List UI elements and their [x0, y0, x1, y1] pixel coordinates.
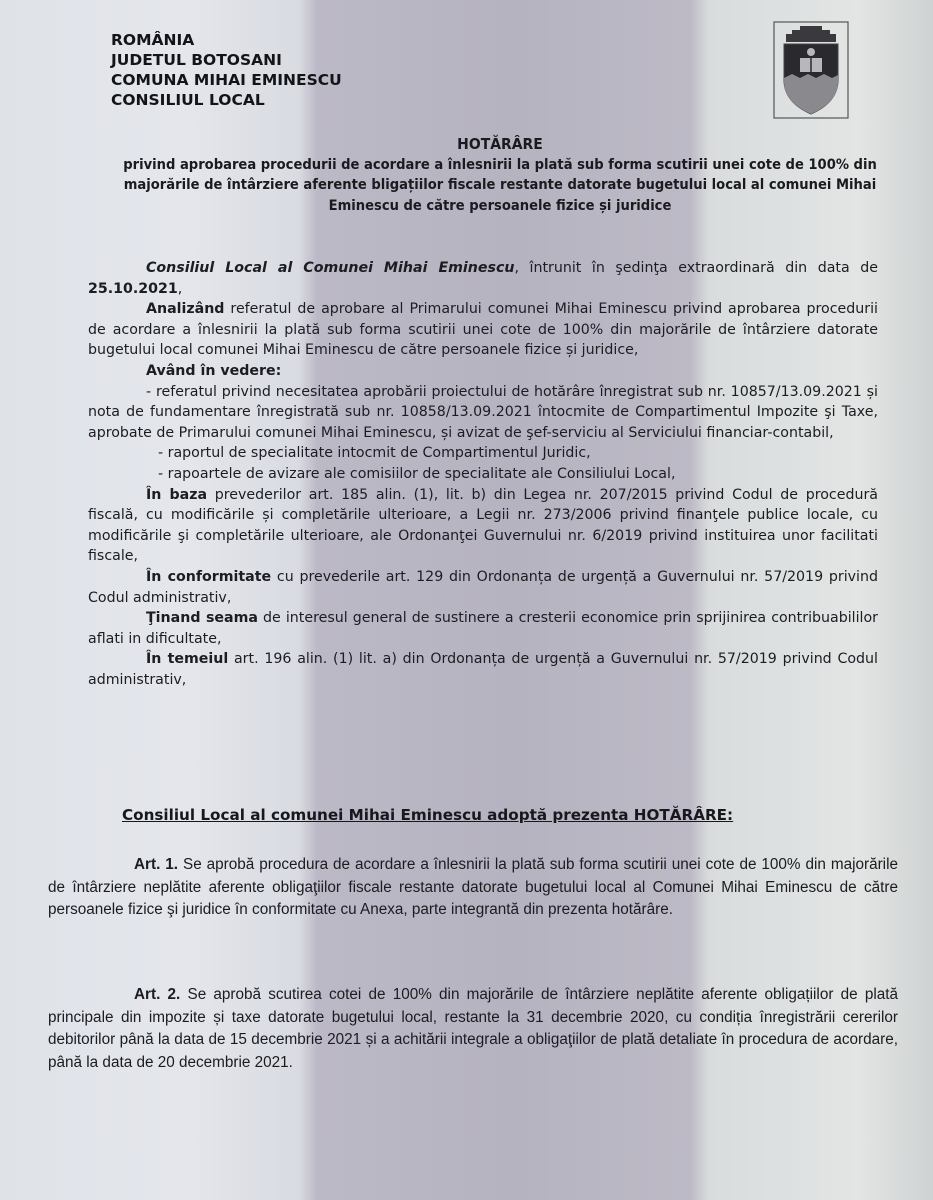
header-line-county: JUDETUL BOTOSANI: [111, 51, 282, 69]
conformity-text: cu prevederile art. 129 din Ordonanța de urgență a Guvernului nr. 57/2019 privind Codul administrativ,: [88, 568, 878, 606]
punct: ,: [177, 280, 183, 297]
keyword-tinand-seama: Ţinand seama: [146, 610, 258, 627]
article-text: Se aprobă procedura de acordare a înlesnirii la plată sub forma scutirii unei cote de 100% din majorările de întârziere neplătite aferente obligaţiilor fiscale restante datorate bugetului local al Comunei Mihai Eminescu de către persoanele fizice şi juridice în conformitate cu Anexa, parte integrantă din prezenta hotărâre.: [48, 856, 898, 918]
coat-of-arms-icon: [772, 20, 850, 130]
preamble-grounds: [88, 649, 878, 690]
adoption-statement: Consiliul Local al comunei Mihai Eminescu adoptă prezenta HOTĂRÂRE:: [122, 806, 734, 824]
preamble-session: [88, 258, 878, 299]
preamble-analyzing: [88, 299, 878, 361]
legal-basis-text: prevederilor art. 185 alin. (1), lit. b) din Legea nr. 207/2015 privind Codul de procedură fiscală, cu modificările și completările ulterioare, a Legii nr. 273/2006 privind finanţele publice locale, cu modificările şi completările ulterioare, ale Ordonanţei Guvernului nr. 6/2019 privind instituirea unor facilitati fiscale,: [88, 486, 878, 565]
keyword-in-baza: În baza: [146, 486, 208, 503]
issuer-header: [111, 30, 342, 110]
grounds-text: art. 196 alin. (1) lit. a) din Ordonanța de urgență a Guvernului nr. 57/2019 privind Codul administrativ,: [88, 651, 878, 688]
preamble-considering-heading: Având în vedere:: [146, 362, 282, 379]
header-line-council: CONSILIUL LOCAL: [111, 91, 265, 109]
keyword-in-temeiul: În temeiul: [146, 651, 229, 668]
preamble-bullet-3: - rapoartele de avizare ale comisiilor de specialitate ale Consiliului Local,: [158, 465, 676, 482]
document-title: [110, 134, 890, 216]
session-date: 25.10.2021: [88, 280, 178, 297]
article-text: Se aprobă scutirea cotei de 100% din majorările de întârziere neplătite aferente obligațiilor de plată principale din impozite și taxe datorate bugetului local, restante la 31 decembrie 2020, cu condiția înregistrării cererilor debitorilor până la data de 15 decembrie 2021 și a achitării integrale a obligaţiilor de plată detaliate în procedura de acordare, până la data de 20 decembrie 2021.: [48, 986, 898, 1071]
article-label: Art. 2.: [134, 986, 181, 1003]
title-heading: HOTĂRÂRE: [457, 135, 543, 153]
header-line-country: ROMÂNIA: [111, 31, 195, 49]
interest-text: de interesul general de sustinere a cresterii economice prin sprijinirea contribuabililor aflati in dificultate,: [88, 610, 878, 647]
title-subtitle: privind aprobarea procedurii de acordare a înlesnirii la plată sub forma scutirii unei cote de 100% din majorările de întârziere aferente bligațiilor fiscale restante datorate bugetului local al comunei Mihai Eminescu de către persoanele fizice și juridice: [123, 155, 877, 214]
council-name: Consiliul Local al Comunei Mihai Eminescu: [146, 260, 515, 276]
keyword-analizand: Analizând: [146, 301, 225, 318]
preamble-considering-interest: [88, 608, 878, 649]
preamble-conformity: [88, 567, 878, 608]
preamble-legal-basis: [88, 485, 878, 567]
analyzing-text: referatul de aprobare al Primarului comunei Mihai Eminescu privind aprobarea procedurii de acordare a înlesnirii la plată sub forma scutirii unei cote de 100% din majorările de întârziere datorate bugetului local comunei Mihai Eminescu de către persoanele fizice și juridice,: [88, 301, 878, 359]
preamble-bullet-1: - referatul privind necesitatea aprobării proiectului de hotărâre înregistrat sub nr. 10857/13.09.2021 și nota de fundamentare înregistrată sub nr. 10858/13.09.2021 întocmite de Compartimentul Impozite şi Taxe, aprobate de Primarului comunei Mihai Eminescu, și avizat de şef-serviciu al Serviciului financiar-contabil,: [88, 383, 878, 441]
preamble-bullet-2: - raportul de specialitate intocmit de Compartimentul Juridic,: [158, 445, 591, 462]
article-1: [48, 854, 898, 922]
article-2: [48, 984, 898, 1074]
preamble: [88, 258, 878, 690]
article-label: Art. 1.: [134, 856, 179, 873]
keyword-in-conformitate: În conformitate: [146, 568, 272, 585]
header-line-commune: COMUNA MIHAI EMINESCU: [111, 71, 342, 89]
session-text: , întrunit în şedinţa extraordinară din data de: [514, 260, 878, 276]
